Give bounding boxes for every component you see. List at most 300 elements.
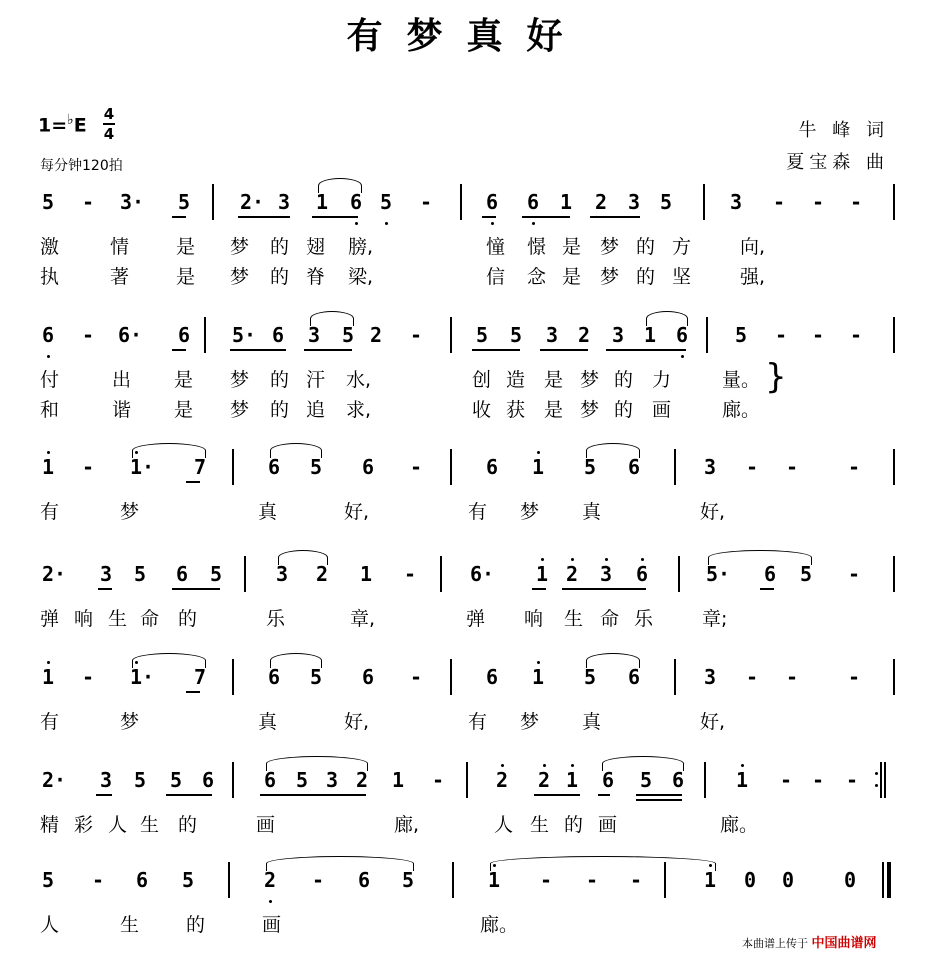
- lyric-syllable: 脊: [306, 266, 326, 288]
- slur: [132, 443, 206, 458]
- note: 7: [194, 665, 207, 689]
- note: 1: [704, 868, 717, 892]
- lyric-syllable: 弹: [466, 608, 486, 630]
- barline: [450, 449, 452, 485]
- lyric-syllable: 好,: [700, 711, 726, 733]
- lyric-syllable: 章;: [702, 608, 728, 630]
- lyric-syllable: 梦: [580, 399, 600, 421]
- note: 6: [176, 562, 189, 586]
- lyric-syllable: 精: [40, 814, 60, 836]
- note: 3: [276, 562, 289, 586]
- note: 5: [134, 562, 147, 586]
- note: 6: [268, 665, 281, 689]
- dash-mark: -: [82, 323, 95, 347]
- lyric-syllable: 生: [120, 914, 140, 936]
- lyric-syllable: 真: [582, 711, 602, 733]
- note: 2·: [240, 190, 265, 214]
- slur: [586, 653, 640, 668]
- lyric-syllable: 梦: [600, 236, 620, 258]
- lyric-syllable: 是: [562, 236, 582, 258]
- note: 5: [476, 323, 489, 347]
- octave-dot-above: [537, 661, 540, 664]
- underline: [760, 588, 774, 590]
- note: 3: [612, 323, 625, 347]
- lyric-syllable: 生: [140, 814, 160, 836]
- lyric-syllable: 的: [614, 399, 634, 421]
- lyric-syllable: 梦: [230, 369, 250, 391]
- lyric-syllable: 强,: [740, 266, 766, 288]
- underline: [172, 216, 186, 218]
- note: 6: [362, 455, 375, 479]
- dash-mark: -: [812, 323, 825, 347]
- octave-dot-below: [491, 222, 494, 225]
- slur: [266, 756, 368, 771]
- barline: [232, 449, 234, 485]
- underline: [166, 794, 212, 796]
- slur: [310, 311, 354, 326]
- slur: [132, 653, 206, 668]
- octave-dot-above: [541, 558, 544, 561]
- dash-mark: -: [746, 455, 759, 479]
- barline: [232, 762, 234, 798]
- note: 3: [326, 768, 339, 792]
- note: 3: [100, 562, 113, 586]
- octave-dot-above: [741, 764, 744, 767]
- barline: [244, 556, 246, 592]
- barline: [893, 184, 895, 220]
- lyric-syllable: 有: [468, 501, 488, 523]
- lyric-syllable: 响: [524, 608, 544, 630]
- barline: [204, 317, 206, 353]
- lyric-syllable: 汗: [306, 369, 326, 391]
- note: 5: [660, 190, 673, 214]
- barline: [452, 862, 454, 898]
- note: 6: [764, 562, 777, 586]
- lyric-syllable: 量。: [722, 369, 761, 391]
- lyric-syllable: 梁,: [348, 266, 374, 288]
- lyric-syllable: 乐: [266, 608, 286, 630]
- lyric-syllable: 的: [636, 266, 656, 288]
- dash-mark: -: [786, 665, 799, 689]
- note: 1: [532, 665, 545, 689]
- lyric-syllable: 梦: [580, 369, 600, 391]
- underline: [534, 794, 580, 796]
- dash-mark: -: [630, 868, 643, 892]
- note: 6: [636, 562, 649, 586]
- barline: [893, 449, 895, 485]
- note: 3: [730, 190, 743, 214]
- dash-mark: -: [773, 190, 786, 214]
- underline: [540, 349, 588, 351]
- underline: [186, 481, 200, 483]
- lyric-syllable: 的: [270, 236, 290, 258]
- lyric-syllable: 情: [110, 236, 130, 258]
- note: 6: [486, 455, 499, 479]
- lyric-syllable: 念: [527, 266, 547, 288]
- lyric-syllable: 人: [494, 814, 514, 836]
- octave-dot-above: [571, 558, 574, 561]
- dash-mark: -: [410, 455, 423, 479]
- lyric-syllable: 信: [486, 266, 506, 288]
- lyric-syllable: 廊。: [480, 914, 519, 936]
- note: 2: [578, 323, 591, 347]
- dash-mark: -: [82, 190, 95, 214]
- note: 3: [546, 323, 559, 347]
- underline: [238, 216, 290, 218]
- barline: [893, 659, 895, 695]
- lyric-syllable: 彩: [74, 814, 94, 836]
- note: 1: [566, 768, 579, 792]
- dash-mark: -: [786, 455, 799, 479]
- dash-mark: -: [586, 868, 599, 892]
- lyric-syllable: 有: [40, 501, 60, 523]
- underline: [472, 349, 520, 351]
- lyric-syllable: 弹: [40, 608, 60, 630]
- final-barline: [887, 862, 891, 898]
- lyric-syllable: 画: [256, 814, 276, 836]
- slur: [708, 550, 812, 565]
- note: 6: [486, 190, 499, 214]
- dash-mark: -: [82, 455, 95, 479]
- octave-dot-above: [571, 764, 574, 767]
- lyricist-credit: 牛 峰 词: [798, 120, 889, 141]
- lyric-syllable: 和: [40, 399, 60, 421]
- note: 2: [566, 562, 579, 586]
- lyric-syllable: 求,: [346, 399, 372, 421]
- dash-mark: -: [780, 768, 793, 792]
- composer-credit: 夏宝森 曲: [786, 152, 889, 173]
- note: 6·: [470, 562, 495, 586]
- lyric-syllable: 的: [186, 914, 206, 936]
- lyric-syllable: 谐: [112, 399, 132, 421]
- note: 6: [672, 768, 685, 792]
- dash-mark: -: [420, 190, 433, 214]
- barline: [440, 556, 442, 592]
- lyric-syllable: 画: [262, 914, 282, 936]
- note: 6: [264, 768, 277, 792]
- note: 1: [42, 455, 55, 479]
- lyric-syllable: 命: [600, 608, 620, 630]
- note: 6: [486, 665, 499, 689]
- note: 3: [600, 562, 613, 586]
- lyric-syllable: 是: [176, 266, 196, 288]
- note: 1: [42, 665, 55, 689]
- slur: [270, 443, 322, 458]
- note: 2: [496, 768, 509, 792]
- lyric-syllable: 生: [564, 608, 584, 630]
- time-signature: 4 4: [103, 105, 115, 143]
- slur: [586, 443, 640, 458]
- dash-mark: -: [848, 665, 861, 689]
- lyric-syllable: 的: [614, 369, 634, 391]
- barline: [466, 762, 468, 798]
- barline: [450, 659, 452, 695]
- note: 1: [488, 868, 501, 892]
- note: 6: [202, 768, 215, 792]
- brace-mark: }: [765, 357, 787, 397]
- dash-mark: -: [812, 190, 825, 214]
- note: 5: [42, 190, 55, 214]
- lyric-syllable: 的: [178, 814, 198, 836]
- lyric-syllable: 梦: [520, 711, 540, 733]
- note: 2: [370, 323, 383, 347]
- lyric-syllable: 翅: [306, 236, 326, 258]
- underline: [606, 349, 686, 351]
- tempo-marking: 每分钟120拍: [40, 158, 123, 174]
- site-logo: 中国曲谱网: [811, 936, 877, 951]
- key-signature: 1=♭E: [38, 112, 87, 137]
- lyric-syllable: 是: [562, 266, 582, 288]
- underline: [312, 216, 358, 218]
- note: 6: [350, 190, 363, 214]
- octave-dot-below: [681, 355, 684, 358]
- note: 6·: [118, 323, 143, 347]
- underline: [96, 794, 112, 796]
- barline: [893, 317, 895, 353]
- lyric-syllable: 梦: [520, 501, 540, 523]
- note: 1: [644, 323, 657, 347]
- slur: [602, 756, 684, 771]
- lyric-syllable: 是: [174, 399, 194, 421]
- dash-mark: -: [746, 665, 759, 689]
- note: 3: [704, 455, 717, 479]
- lyric-syllable: 造: [506, 369, 526, 391]
- lyric-syllable: 梦: [120, 501, 140, 523]
- slur: [318, 178, 362, 193]
- underline: [598, 794, 610, 796]
- lyric-syllable: 是: [544, 399, 564, 421]
- dash-mark: -: [848, 455, 861, 479]
- note: 5: [584, 665, 597, 689]
- lyric-syllable: 梦: [120, 711, 140, 733]
- lyric-syllable: 获: [506, 399, 526, 421]
- note: 3·: [120, 190, 145, 214]
- note: 5: [380, 190, 393, 214]
- note: 5: [42, 868, 55, 892]
- lyric-syllable: 水,: [346, 369, 372, 391]
- lyric-syllable: 命: [140, 608, 160, 630]
- note: 5: [735, 323, 748, 347]
- note: 5: [182, 868, 195, 892]
- note: 3: [100, 768, 113, 792]
- lyric-syllable: 收: [472, 399, 492, 421]
- note: 6: [602, 768, 615, 792]
- repeat-dot: [875, 772, 878, 775]
- lyric-syllable: 人: [40, 914, 60, 936]
- barline: [678, 556, 680, 592]
- lyric-syllable: 出: [112, 369, 132, 391]
- note: 1: [532, 455, 545, 479]
- note: 6: [136, 868, 149, 892]
- note: 6: [268, 455, 281, 479]
- dash-mark: -: [846, 768, 859, 792]
- lyric-syllable: 好,: [344, 711, 370, 733]
- lyric-syllable: 廊,: [394, 814, 420, 836]
- dash-mark: -: [850, 190, 863, 214]
- lyric-syllable: 的: [178, 608, 198, 630]
- underline: [186, 691, 200, 693]
- slur: [490, 856, 716, 871]
- dash-mark: -: [404, 562, 417, 586]
- lyric-syllable: 有: [40, 711, 60, 733]
- page-title: 有梦真好: [346, 15, 587, 57]
- underline: [522, 216, 570, 218]
- dash-mark: -: [540, 868, 553, 892]
- note: 3: [308, 323, 321, 347]
- note: 2: [264, 868, 277, 892]
- lyric-syllable: 画: [598, 814, 618, 836]
- note: 6: [42, 323, 55, 347]
- note: 2·: [42, 768, 67, 792]
- note: 3: [628, 190, 641, 214]
- lyric-syllable: 是: [176, 236, 196, 258]
- note: 6: [676, 323, 689, 347]
- lyric-syllable: 梦: [600, 266, 620, 288]
- lyric-syllable: 向,: [740, 236, 766, 258]
- dash-mark: -: [410, 665, 423, 689]
- note: 5: [402, 868, 415, 892]
- barline: [706, 317, 708, 353]
- note: 1: [536, 562, 549, 586]
- lyric-syllable: 激: [40, 236, 60, 258]
- note: 1: [392, 768, 405, 792]
- lyric-syllable: 付: [40, 369, 60, 391]
- underline: [482, 216, 496, 218]
- lyric-syllable: 的: [270, 399, 290, 421]
- note: 6: [358, 868, 371, 892]
- lyric-syllable: 追: [306, 399, 326, 421]
- octave-dot-above: [641, 558, 644, 561]
- lyric-syllable: 梦: [230, 266, 250, 288]
- note: 5: [178, 190, 191, 214]
- note: 5: [800, 562, 813, 586]
- note: 5: [170, 768, 183, 792]
- barline: [228, 862, 230, 898]
- barline: [460, 184, 462, 220]
- note: 5: [296, 768, 309, 792]
- dash-mark: -: [850, 323, 863, 347]
- underline: [562, 588, 646, 590]
- dash-mark: -: [82, 665, 95, 689]
- lyric-syllable: 著: [110, 266, 130, 288]
- note: 2: [538, 768, 551, 792]
- lyric-syllable: 梦: [230, 236, 250, 258]
- octave-dot-below: [355, 222, 358, 225]
- note: 5: [510, 323, 523, 347]
- note: 0: [844, 868, 857, 892]
- slur: [278, 550, 328, 565]
- lyric-syllable: 膀,: [348, 236, 374, 258]
- barline: [232, 659, 234, 695]
- lyric-syllable: 执: [40, 266, 60, 288]
- note: 1: [316, 190, 329, 214]
- lyric-syllable: 章,: [350, 608, 376, 630]
- note: 6: [178, 323, 191, 347]
- note: 3: [704, 665, 717, 689]
- note: 5·: [232, 323, 257, 347]
- underline: [98, 588, 112, 590]
- dash-mark: -: [312, 868, 325, 892]
- lyric-syllable: 坚: [672, 266, 692, 288]
- lyric-syllable: 憧: [486, 236, 506, 258]
- barline: [212, 184, 214, 220]
- underline: [172, 349, 186, 351]
- note: 6: [628, 665, 641, 689]
- note: 0: [782, 868, 795, 892]
- octave-dot-above: [605, 558, 608, 561]
- note: 1: [736, 768, 749, 792]
- slur: [270, 653, 322, 668]
- octave-dot-below: [269, 900, 272, 903]
- barline: [884, 762, 886, 798]
- octave-dot-above: [543, 764, 546, 767]
- dash-mark: -: [432, 768, 445, 792]
- lyric-syllable: 人: [108, 814, 128, 836]
- barline: [450, 317, 452, 353]
- note: 1·: [130, 665, 155, 689]
- lyric-syllable: 好,: [344, 501, 370, 523]
- octave-dot-above: [501, 764, 504, 767]
- lyric-syllable: 真: [258, 501, 278, 523]
- slur: [266, 856, 414, 871]
- octave-dot-above: [47, 451, 50, 454]
- note: 5: [342, 323, 355, 347]
- barline: [674, 659, 676, 695]
- lyric-syllable: 乐: [634, 608, 654, 630]
- dash-mark: -: [410, 323, 423, 347]
- note: 6: [362, 665, 375, 689]
- lyric-syllable: 是: [174, 369, 194, 391]
- note: 2·: [42, 562, 67, 586]
- lyric-syllable: 的: [270, 369, 290, 391]
- lyric-syllable: 的: [270, 266, 290, 288]
- note: 6: [628, 455, 641, 479]
- dash-mark: -: [92, 868, 105, 892]
- lyric-syllable: 创: [472, 369, 492, 391]
- note: 5: [640, 768, 653, 792]
- lyric-syllable: 梦: [230, 399, 250, 421]
- note: 1·: [130, 455, 155, 479]
- note: 7: [194, 455, 207, 479]
- lyric-syllable: 方: [672, 236, 692, 258]
- footer: 本曲谱上传于 中国曲谱网: [742, 936, 877, 951]
- lyric-syllable: 憬: [527, 236, 547, 258]
- lyric-syllable: 廊。: [720, 814, 759, 836]
- note: 2: [356, 768, 369, 792]
- lyric-syllable: 廊。: [722, 399, 761, 421]
- underline: [532, 588, 546, 590]
- lyric-syllable: 生: [108, 608, 128, 630]
- lyric-syllable: 力: [652, 369, 672, 391]
- note: 1: [560, 190, 573, 214]
- lyric-syllable: 的: [636, 236, 656, 258]
- lyric-syllable: 真: [258, 711, 278, 733]
- note: 5·: [706, 562, 731, 586]
- note: 5: [210, 562, 223, 586]
- note: 5: [134, 768, 147, 792]
- barline: [674, 449, 676, 485]
- note: 6: [272, 323, 285, 347]
- lyric-syllable: 画: [652, 399, 672, 421]
- octave-dot-below: [532, 222, 535, 225]
- underline: [172, 588, 220, 590]
- dash-mark: -: [775, 323, 788, 347]
- underline: [636, 794, 682, 796]
- note: 5: [584, 455, 597, 479]
- lyric-syllable: 有: [468, 711, 488, 733]
- underline: [230, 349, 286, 351]
- barline: [893, 556, 895, 592]
